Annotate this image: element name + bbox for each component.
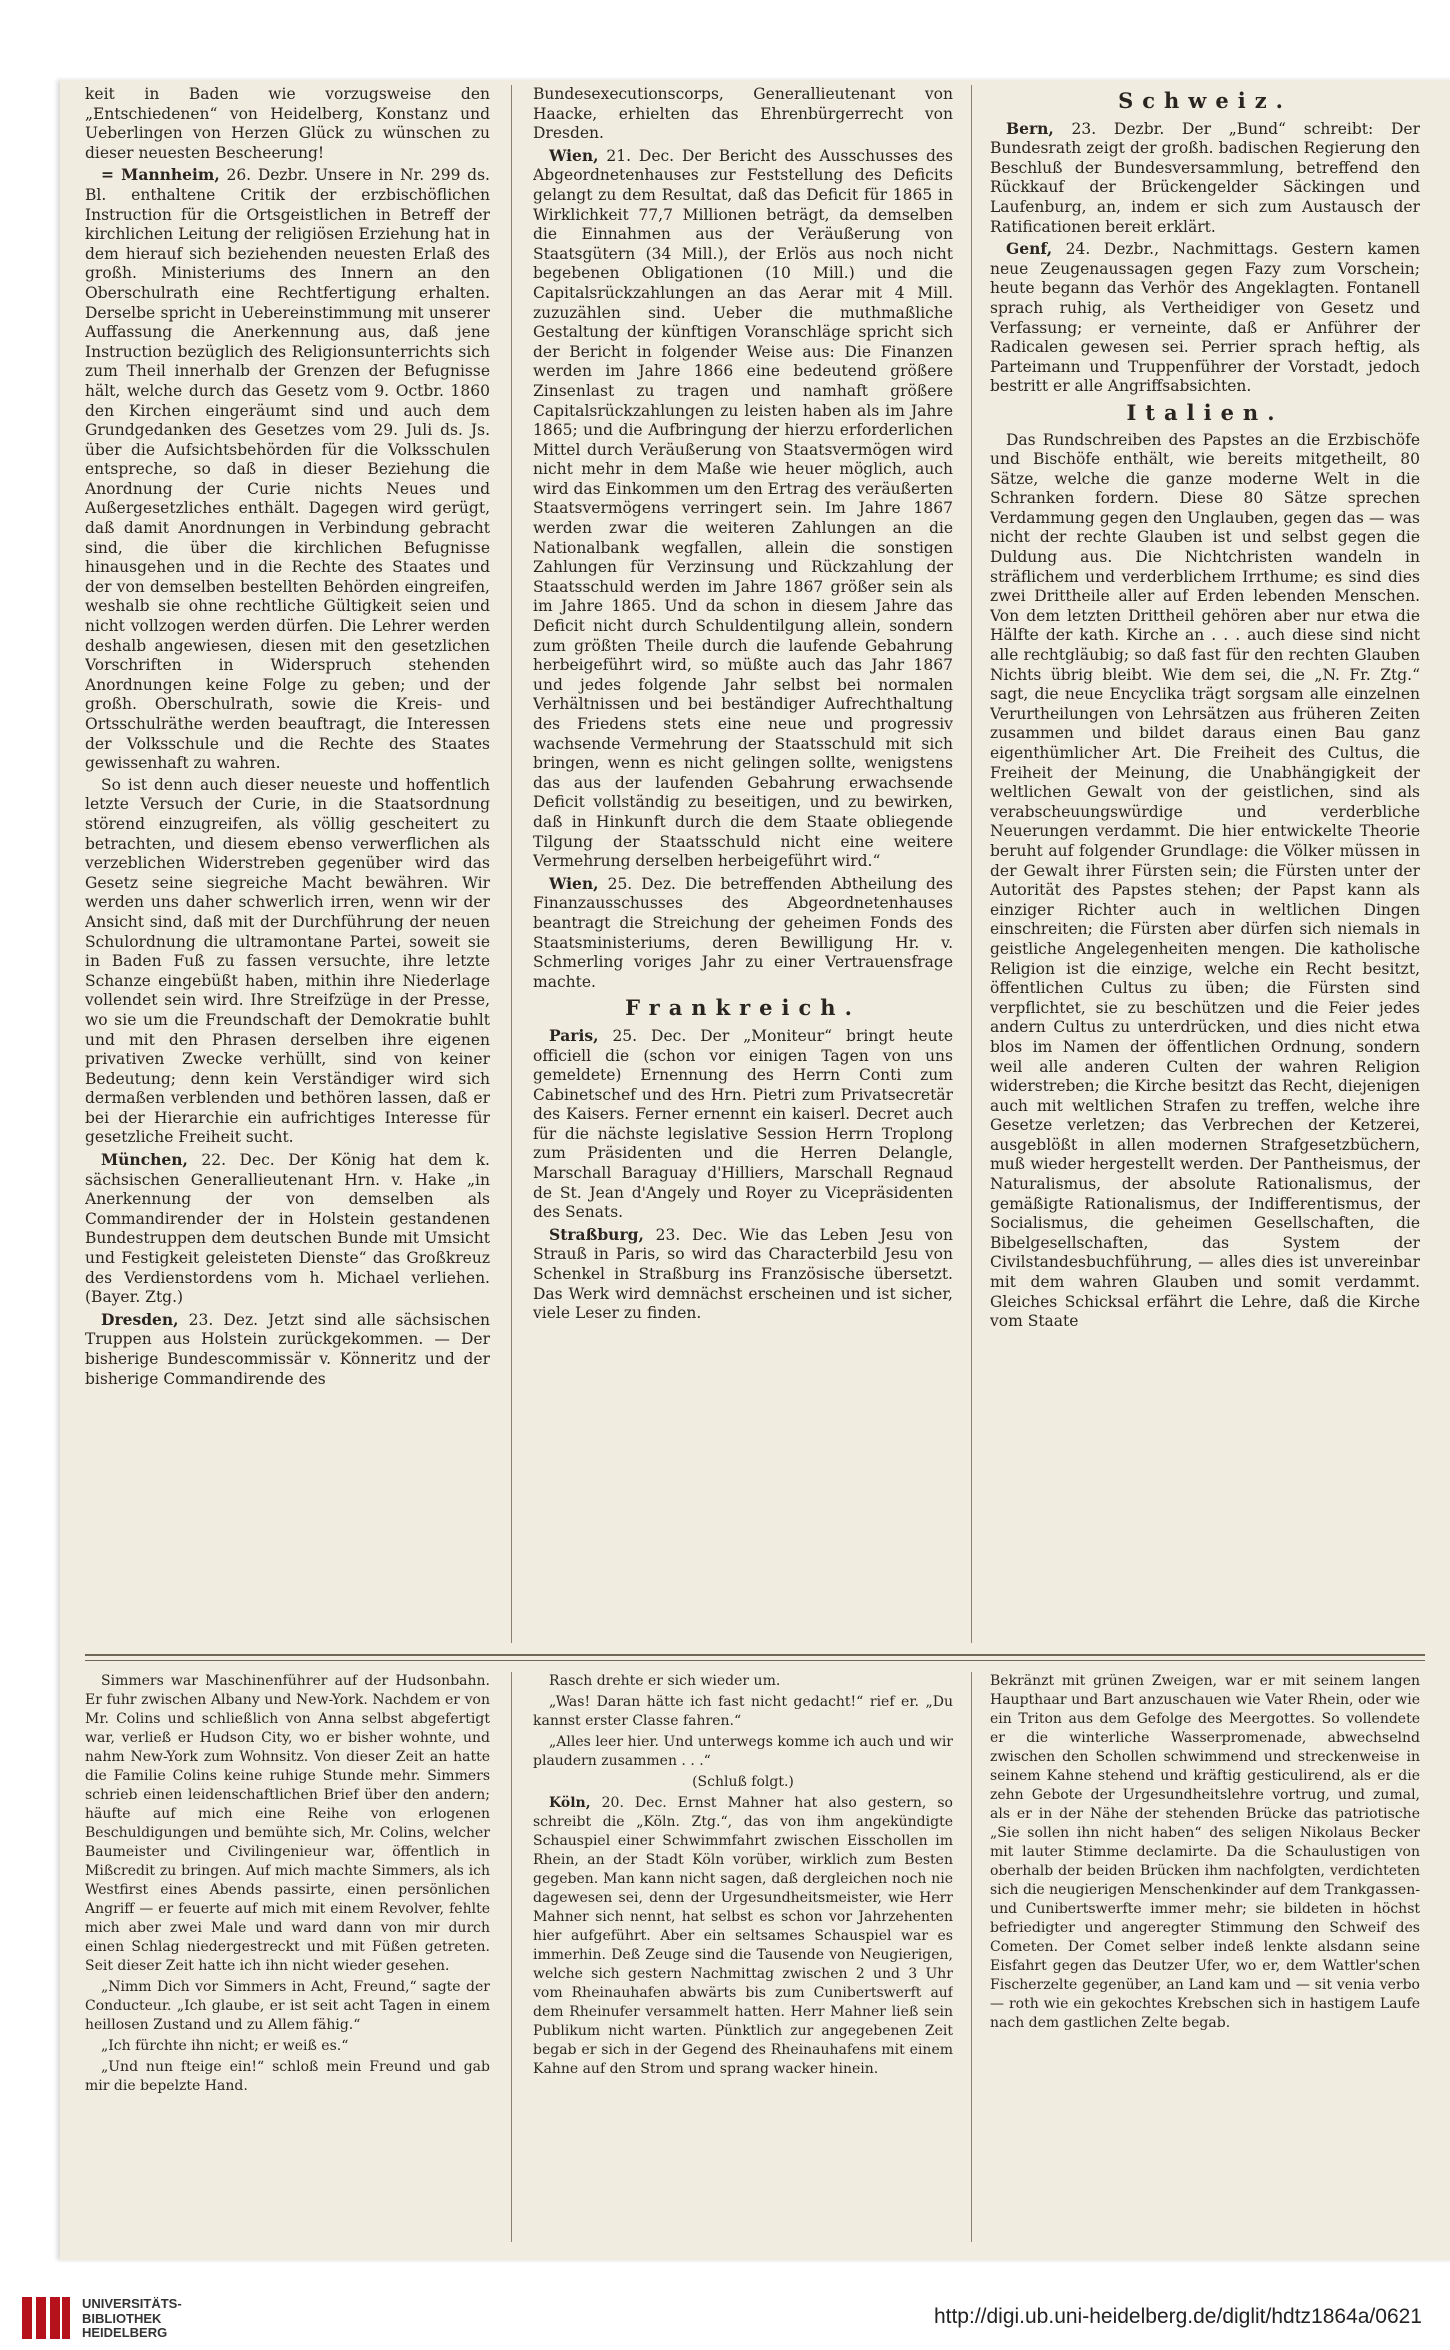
column-3 [990, 85, 1420, 1643]
feuilleton-divider [85, 1654, 1425, 1656]
dateline-place: Dresden, [101, 1309, 179, 1329]
feuilleton-column-1 [85, 1672, 490, 2242]
article-text: 20. Dec. Ernst Mahner hat also gestern, so schreibt die „Köln. Ztg.“, das von ihm angekündigte Schauspiel einer Schwimmfahrt zwischen Eisschollen im Rhein, an der Stadt Köln vorüber, wirklich zum Besten gegeben. Man kann nicht sagen, daß dergleichen noch nie dagewesen sei, denn der Urgesundheitsmeister, wie Herr Mahner sich nennt, hat selbst es schon vor Jahrzehenten hier aufgeführt. Aber ein seltsames Schauspiel war es immerhin. Deß Zeuge sind die Tausende von Neugierigen, welche sich gestern Nachmittag zwischen 2 und 3 Uhr vom Rheinauhafen abwärts bis zum Cunibertswerft auf dem Rheinufer versammelt hatten. Herr Mahner ließ sein Publikum nicht warten. Pünktlich zur angegebenen Zeit begab er sich in der Gegend des Rheinauhafens mit einem Kahne auf den Strom und sprang wacker hinein. [533, 1795, 953, 2077]
story-text: „Nimm Dich vor Simmers in Acht, Freund,“ sagte der Conducteur. „Ich glaube, er ist seit acht Tagen in einem heillosen Zustand und zu Allem fähig.“ [85, 1979, 490, 2033]
feuilleton-section [85, 1672, 1435, 2242]
section-heading-schweiz: Schweiz. [1118, 88, 1292, 113]
article-text: 24. Dezbr., Nachmittags. Gestern kamen neue Zeugenaussagen gegen Fazy zum Vorschein; heute begann das Verhör des Angeklagten. Fontanell sprach ruhig, als Vertheidiger von Gesetz und Verfassung; er verneinte, daß er Anführer der Radicalen gewesen sei. Perrier sprach heftig, als Parteimann und Truppenführer der Vorstadt, jedoch bestritt er alle Angriffsabsichten. [990, 240, 1420, 396]
article [990, 239, 1420, 397]
article [533, 1794, 953, 2079]
article-text: 23. Dezbr. Der „Bund“ schreibt: Der Bundesrath zeigt der großh. badischen Regierung den Beschluß der Bundesversammlung, betreffend den Rückkauf der Brückengelder Säckingen und Laufenburg, an, indem er sich zum Austausch der Ratificationen bereit erklärt. [990, 119, 1420, 236]
column-divider [511, 1672, 512, 2242]
upper-section [85, 85, 1435, 1645]
feuilleton-column-3 [990, 1672, 1420, 2242]
newspaper-page [60, 80, 1450, 2260]
article [85, 1310, 490, 1389]
column-divider [971, 1672, 972, 2242]
article-text: 22. Dec. Der König hat dem k. sächsischen Generallieutenant Hrn. v. Hake „in Anerkennung der von demselben als Commandirender der in Holstein gestandenen Bundestruppen dem deutschen Bunde mit Umsicht und Festigkeit geleisteten Dienste“ das Großkreuz des Verdienstordens vom h. Michael verliehen. (Bayer. Ztg.) [85, 1151, 490, 1307]
article [85, 165, 490, 773]
dateline-place: München, [101, 1150, 188, 1170]
article-text: 23. Dez. Jetzt sind alle sächsischen Truppen aus Holstein zurückgekommen. — Der bisherige Bundescommissär v. Könneritz und der bisherige Commandirende des [85, 1310, 490, 1388]
library-name [82, 2297, 182, 2341]
dateline-place: Genf, [1006, 239, 1053, 259]
footer-bar [0, 2285, 1450, 2350]
story-text: „Ich fürchte ihn nicht; er weiß es.“ [101, 2038, 349, 2054]
story-text: „Was! Daran hätte ich fast nicht gedacht!“ rief er. „Du kannst erster Classe fahren.“ [533, 1694, 953, 1729]
column-2 [533, 85, 953, 1643]
article-text: Bundesexecutionscorps, Generallieutenant von Haacke, erhielten das Ehrenbürgerrecht von Dresden. [533, 85, 953, 143]
feuilleton-column-2 [533, 1672, 953, 2242]
article-text: 25. Dec. Der „Moniteur“ bringt heute officiell die (schon vor einigen Tagen von uns gemeldete) Ernennung des Herrn Conti zum Cabinetschef und des Hrn. Pietri zum Privatsecretär des Kaisers. Ferner ernennt ein kaiserl. Decret auch für die nächste legislative Session Herrn Troplong zum Präsidenten und die Herren Delangle, Marschall Baraguay d'Hilliers, Marschall Regnaud de St. Jean d'Angely und Royer zu Vicepräsidenten des Senats. [533, 1026, 953, 1222]
dateline-place: Wien, [549, 145, 599, 165]
article-text: 26. Dezbr. Unsere in Nr. 299 ds. Bl. enthaltene Critik der erzbischöflichen Instruction für die Ortsgeistlichen in Betreff der kirchlichen Leitung der religiösen Erziehung hat in dem hierauf sich beziehenden neuesten Erlaß des großh. Ministeriums des Innern an den Oberschulrath eine Rechtfertigung erhalten. Derselbe spricht in Uebereinstimmung mit unserer Auffassung die Anerkennung aus, daß jene Instruction bezüglich des Religionsunterrichts sich zum Theil innerhalb der Grenzen der Befugnisse hält, welche durch das Gesetz vom 9. Octbr. 1860 den Kirchen eingeräumt sind und auch dem Grundgedanken des Gesetzes vom 29. Juli ds. Js. über die Aufsichtsbehörden für die Volksschulen entspreche, so daß in dieser Beziehung die Anordnung der Curie nichts Neues und Außergesetzliches enthält. Dagegen wird gerügt, daß damit Anordnungen in Verbindung gebracht sind, die über die kirchlichen Befugnisse hinausgehen und in die Rechte des Staates und der von demselben bestellten Behörden eingreifen, weshalb sie ohne rechtliche Gültigkeit seien und nicht vollzogen werden dürfen. Die Lehrer werden deshalb angewiesen, diesen mit den gesetzlichen Vorschriften in Widerspruch stehenden Anordnungen keine Folge zu geben; und der großh. Oberschulrath, sowie die Kreis- und Ortsschulräthe werden beauftragt, die Interessen der Volksschule und die Rechte des Staates gewissenhaft zu wahren. [85, 166, 490, 773]
column-1 [85, 85, 490, 1643]
story-text: „Alles leer hier. Und unterwegs komme ich auch und wir plaudern zusammen . . .“ [533, 1734, 953, 1769]
article-text: Bekränzt mit grünen Zweigen, war er mit seinem langen Haupthaar und Bart anzuschauen wie Vater Rhein, oder wie ein Triton aus dem Gefolge des Meergottes. So vollendete er die winterliche Wasserpromenade, abwechselnd zwischen den Schollen schwimmend und streckenweise in seinem Kahne stehend und kräftig gesticulirend, als er die zehn Gebote der Urgesundheitslehre vortrug, und zumal, als er in der Nähe der stehenden Brücke das patriotische „Sie sollen ihn nicht haben“ des seligen Nikolaus Becker mit lauter Stimme declamirte. Da die Schaulustigen von oberhalb der beiden Brücken ihm nachfolgten, verdichteten sich die neugierigen Menschenkinder auf dem Trankgassen- und Cunibertswerfte immer mehr; sie bildeten in höchst befriedigter und angeregter Stimmung den Schweif des Cometen. Der Comet selber indeß lenkte alsdann seine Eisfahrt gegen das Deutzer Ufer, wo er, dem Wattler'schen Fischerzelte gegenüber, an Land kam und — sit venia verbo — roth wie ein gekochtes Krebschen sich in hastigem Laufe nach dem gastlichen Zelte begab. [990, 1673, 1420, 2031]
article [533, 1225, 953, 1324]
article-text: 21. Dec. Der Bericht des Ausschusses des Abgeordnetenhauses zur Feststellung des Deficits gelangt zu dem Resultat, daß das Deficit für 1865 in Wirklichkeit 77,7 Millionen beträgt, da demselben die Einnahmen aus der Veräußerung von Staatsgütern (34 Mill.), der Erlös aus noch nicht begebenen Obligationen (10 Mill.) und die Capitalsrückzahlungen an das Aerar mit 4 Mill. zuzuzählen sind. Ueber die muthmaßliche Gestaltung der künftigen Voranschläge spricht sich der Bericht in folgender Weise aus: Die Finanzen werden im Jahre 1866 eine bedeutend größere Zinsenlast zu tragen und namhaft größere Capitalsrückzahlungen zu leisten haben als im Jahre 1865; und die Aufbringung der hierzu erforderlichen Mittel durch Veräußerung von Staatsvermögen wird nicht mehr in dem Maße wie heuer möglich, auch wird das Einkommen um den Ertrag des veräußerten Staatsvermögens verringert sein. Im Jahre 1867 werden zwar die weiteren Zahlungen an die Nationalbank wegfallen, allein die sonstigen Zahlungen für Verzinsung und Rückzahlung der Staatsschuld werden im Jahre 1867 größer sein als im Jahre 1865. Und da schon in diesem Jahre das Deficit nicht durch Schuldentilgung allein, sondern zum größten Theile durch die laufende Gebahrung herbeigeführt wird, so müßte auch das Jahr 1867 und jedes folgende Jahr selbst bei normalen Verhältnissen und bei beständiger Aufrechthaltung des Friedens stets eine neue und progressiv wachsende Vermehrung der Staatsschuld mit sich bringen, wenn es nicht gelingen sollte, wenigstens das aus der laufenden Gebahrung erwachsende Deficit vollständig zu beseitigen, und zu bewirken, daß in Hinkunft durch die dem Staate obliegende Tilgung der Staatsschuld nicht eine weitere Vermehrung derselben herbeigeführt wird.“ [533, 146, 953, 871]
story-text: Rasch drehte er sich wieder um. [549, 1673, 781, 1689]
column-divider [511, 85, 512, 1643]
to-be-continued: (Schluß folgt.) [692, 1774, 794, 1790]
library-name-line: UNIVERSITÄTS- [82, 2296, 182, 2311]
dateline-place: Wien, [549, 873, 599, 893]
article-text: Das Rundschreiben des Papstes an die Erzbischöfe und Bischöfe enthält, wie bereits mitgetheilt, 80 Sätze, welche die ganze moderne Welt in die Schranken fordern. Diese 80 Sätze sprechen Verdammung gegen den Unglauben, gegen das — was nicht der rechte Glauben ist und selbst gegen die Duldung aus. Die Nichtchristen wandeln in sträflichem und verderblichem Irrthume; es sind dies zwei Drittheile aller auf Erden lebenden Menschen. Von dem letzten Drittheil gehören aber nur etwa die Hälfte der kath. Kirche an . . . auch diese sind nicht alle rechtgläubig; so daß fast für den rechten Glauben Nichts übrig bleibt. Wie dem sei, die „N. Fr. Ztg.“ sagt, die neue Encyclika trägt sorgsam alle einzelnen Verurtheilungen von Lehrsätzen aus früheren Zeiten zusammen und bildet daraus einen Bau ganz eigenthümlicher Art. Die Freiheit des Cultus, die Freiheit der Meinung, die Unabhängigkeit der weltlichen Gewalt von der geistlichen, sind als verabscheuungswürdige und verderbliche Neuerungen verdammt. Die hier entwickelte Theorie beruht auf folgender Grundlage: die Völker müssen in der Gewalt ihrer Fürsten sein; die Fürsten unter der Autorität des Papstes stehen; der Papst kann als einziger Richter auch in weltlichen Dingen einschreiten; die Fürsten aber dürfen sich niemals in geistliche Angelegenheiten mengen. Die katholische Religion ist die einzige, welche ein Recht besitzt, öffentlichen Cultus zu üben; die Fürsten sind verpflichtet, sie zu beschützen und die Feier jedes andern Cultus zu unterdrücken, und dies nicht etwa blos im Namen der öffentlichen Ordnung, sondern weil alle anderen Culten der wahren Religion widerstreben; die Kirche besitzt das Recht, diejenigen auch mit weltlichen Strafen zu treffen, welche ihre Gesetze verletzen; das Verbrechen der Ketzerei, ausgeblößt in allen modernen Strafgesetzbüchern, muß wieder hergestellt werden. Der Pantheismus, der Naturalismus, der absolute Rationalismus, der gemäßigte Rationalismus, der Indifferentismus, der Socialismus, die geheimen Gesellschaften, die Bibelgesellschaften, das System der Civilstandesbuchführung, — alles dies ist unvereinbar mit dem wahren Glauben und somit verdammt. Gleiches Schicksal erfährt die Lehre, daß die Kirche vom Staate [990, 430, 1420, 1331]
dateline-place: Paris, [549, 1025, 599, 1045]
article-text: 23. Dec. Wie das Leben Jesu von Strauß in Paris, so wird das Characterbild Jesu von Schenkel in Straßburg ins Französische übersetzt. Das Werk wird demnächst erscheinen und ist sicher, viele Leser zu finden. [533, 1225, 953, 1323]
story-text: Simmers war Maschinenführer auf der Hudsonbahn. Er fuhr zwischen Albany und New-York. Nachdem er von Mr. Colins und schließlich von Anna selbst abgefertigt war, verließ er Hudson City, wo er bisher wohnte, und nahm New-York zum Wohnsitz. Von dieser Zeit an hatte die Familie Colins keine ruhige Stunde mehr. Simmers schrieb einen leidenschaftlichen Brief über den andern; häufte auf mich eine Reihe von erlogenen Beschuldigungen und bemühte sich, Mr. Colins, welcher Baumeister und Civilingenieur war, öffentlich in Mißcredit zu bringen. Auf mich machte Simmers, als ich Westfirst eines Abends passirte, einen persönlichen Angriff — er feuerte auf mich mit einem Revolver, fehlte mich aber zwei Male und ward dann von mir durch einen Schlag niedergestreckt und mit Füßen getreten. Seit dieser Zeit hatte ich ihn nicht wieder gesehen. [85, 1673, 490, 1974]
dateline-place: Bern, [1006, 118, 1054, 138]
permalink-url[interactable]: http://digi.ub.uni-heidelberg.de/diglit/hdtz1864a/0621 [933, 2305, 1422, 2328]
dateline-place: Straßburg, [549, 1224, 644, 1244]
article [533, 146, 953, 872]
article [533, 874, 953, 993]
article-text: So ist denn auch dieser neueste und hoffentlich letzte Versuch der Curie, in die Staatsordnung störend einzugreifen, als völlig gescheitert zu betrachten, und diesem ebenso verwerflichen als verzeblichen Widerstreben gegenüber wird das Gesetz seine siegreiche Macht bewähren. Wir werden uns daher schwerlich irren, wenn wir der Ansicht sind, daß mit der Durchführung der neuen Schulordnung die ultramontane Partei, soweit sie in Baden Fuß zu fassen versuchte, ihre letzte Schanze eingebüßt haben, mithin ihre Niederlage vollendet sein wird. Ihre Streifzüge in der Presse, wo sie um die Freundschaft der Demokratie buhlt und mit den Phrasen derselben ihre eigenen privativen Zwecke verhüllt, sind von keiner Bedeutung; denn kein Verständiger wird sich dermaßen verblenden und bethören lassen, daß er bei der Hierarchie ein aufrichtiges Interesse für gesetzliche Freiheit sucht. [85, 775, 490, 1147]
article [990, 119, 1420, 238]
article-text: keit in Baden wie vorzugsweise den „Entschiedenen“ von Heidelberg, Konstanz und Ueberlingen von Herzen Glück zu wünschen zu dieser neuesten Bescheerung! [85, 85, 490, 162]
library-name-line: HEIDELBERG [82, 2325, 168, 2340]
dateline-place: Köln, [549, 1795, 591, 1811]
dateline-place: = Mannheim, [101, 165, 220, 185]
story-text: „Und nun fteige ein!“ schloß mein Freund und gab mir die bepelzte Hand. [85, 2059, 490, 2094]
column-divider [971, 85, 972, 1643]
article [85, 1150, 490, 1308]
library-logo-icon [22, 2297, 70, 2339]
section-heading-frankreich: Frankreich. [625, 995, 861, 1021]
feuilleton-divider [85, 1660, 1425, 1661]
article [533, 1026, 953, 1223]
section-heading-italien: Italien. [1126, 399, 1284, 425]
library-name-line: BIBLIOTHEK [82, 2310, 162, 2326]
article-text: 25. Dez. Die betreffenden Abtheilung des Finanzausschusses des Abgeordnetenhauses beantragt die Streichung der geheimen Fonds des Staatsministeriums, deren Bewilligung Hr. v. Schmerling voriges Jahr zu einer Vertrauensfrage machte. [533, 874, 953, 991]
